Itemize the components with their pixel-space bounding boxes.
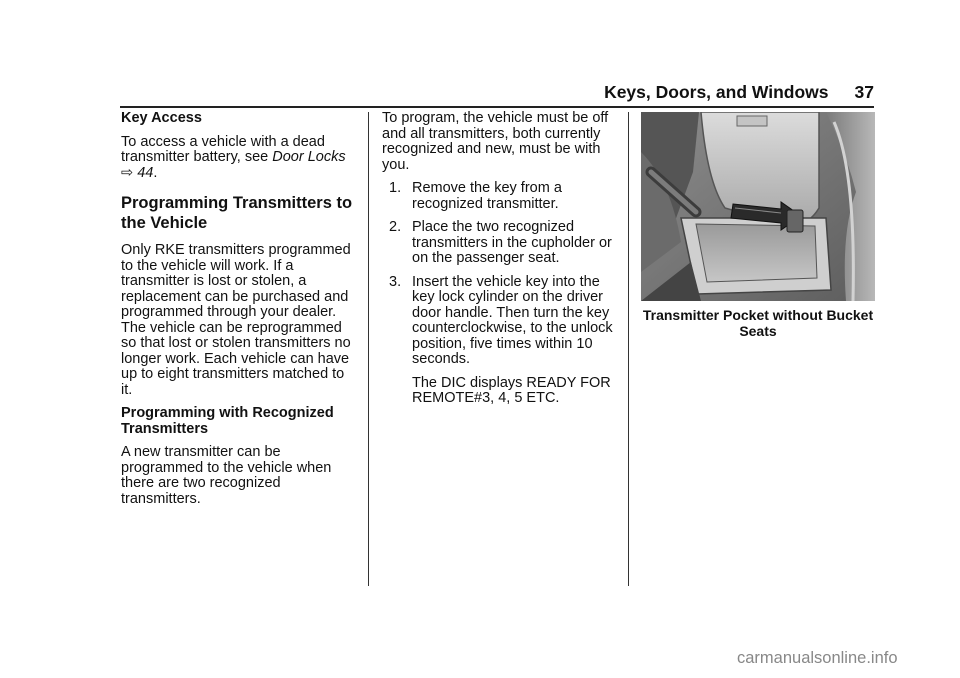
heading-key-access: Key Access	[121, 110, 202, 126]
steps-list	[382, 181, 614, 368]
step-text: Remove the key from a recognized transmitter.	[412, 180, 562, 212]
dic-note: The DIC displays READY FOR REMOTE#3, 4, 5 ETC.	[412, 374, 611, 406]
column-divider-2	[628, 112, 629, 586]
column-1	[121, 111, 353, 515]
subheading-line-2: Transmitters	[121, 420, 209, 437]
step-number: 3.	[389, 273, 402, 290]
paragraph-key-access: To access a vehicle with a dead transmitter battery, see Door Locks ⇨ 44.	[121, 133, 346, 181]
key-access-text: To access a vehicle with a dead transmitter battery, see	[121, 133, 325, 165]
subheading-recognized-transmitters	[121, 406, 353, 437]
step-text: Place the two recognized transmitters in the cupholder or on the passenger seat.	[412, 219, 612, 266]
step-number: 2.	[389, 219, 402, 235]
column-2	[382, 111, 614, 415]
section-heading-line-1: Programming Transmitters to	[121, 194, 353, 212]
step-text: Insert the vehicle key into the key lock cylinder on the driver door handle. Then turn the key counterclockwise, to the unlock position, five times within 10 seconds.	[412, 273, 613, 367]
paragraph-new-transmitter: A new transmitter can be programmed to the vehicle when there are two recognized transmitters.	[121, 444, 332, 507]
transmitter-pocket-illustration	[641, 112, 875, 301]
paragraph-rke: Only RKE transmitters programmed to the vehicle will work. If a transmitter is lost or stolen, a replacement can be purchased and programmed through your dealer. The vehicle can be reprogrammed so that lost or stolen transmitters no longer work. Each vehicle can have up to eight transmitters matched to it.	[121, 242, 351, 398]
section-title: Keys, Doors, and Windows	[604, 82, 829, 102]
header-rule	[120, 106, 874, 108]
column-divider-1	[368, 112, 369, 586]
section-heading-line-2: the Vehicle	[121, 214, 208, 232]
page-header	[604, 82, 874, 103]
step-item	[382, 220, 614, 267]
section-heading-programming	[121, 193, 353, 233]
subheading-line-1: Programming with Recognized	[121, 405, 334, 421]
step-item	[382, 181, 614, 212]
paragraph-intro: To program, the vehicle must be off and all transmitters, both currently recognized and new, must be with you.	[382, 110, 609, 173]
door-locks-link[interactable]: Door Locks	[272, 149, 346, 165]
door-locks-page-ref[interactable]: 44	[137, 164, 154, 181]
page-ref-icon: ⇨	[121, 164, 134, 181]
step-number: 1.	[389, 180, 402, 196]
step-item	[382, 275, 614, 368]
figure-caption: Transmitter Pocket without Bucket Seats	[642, 307, 874, 339]
site-watermark: carmanualsonline.info	[737, 649, 898, 667]
page-number: 37	[854, 82, 874, 102]
